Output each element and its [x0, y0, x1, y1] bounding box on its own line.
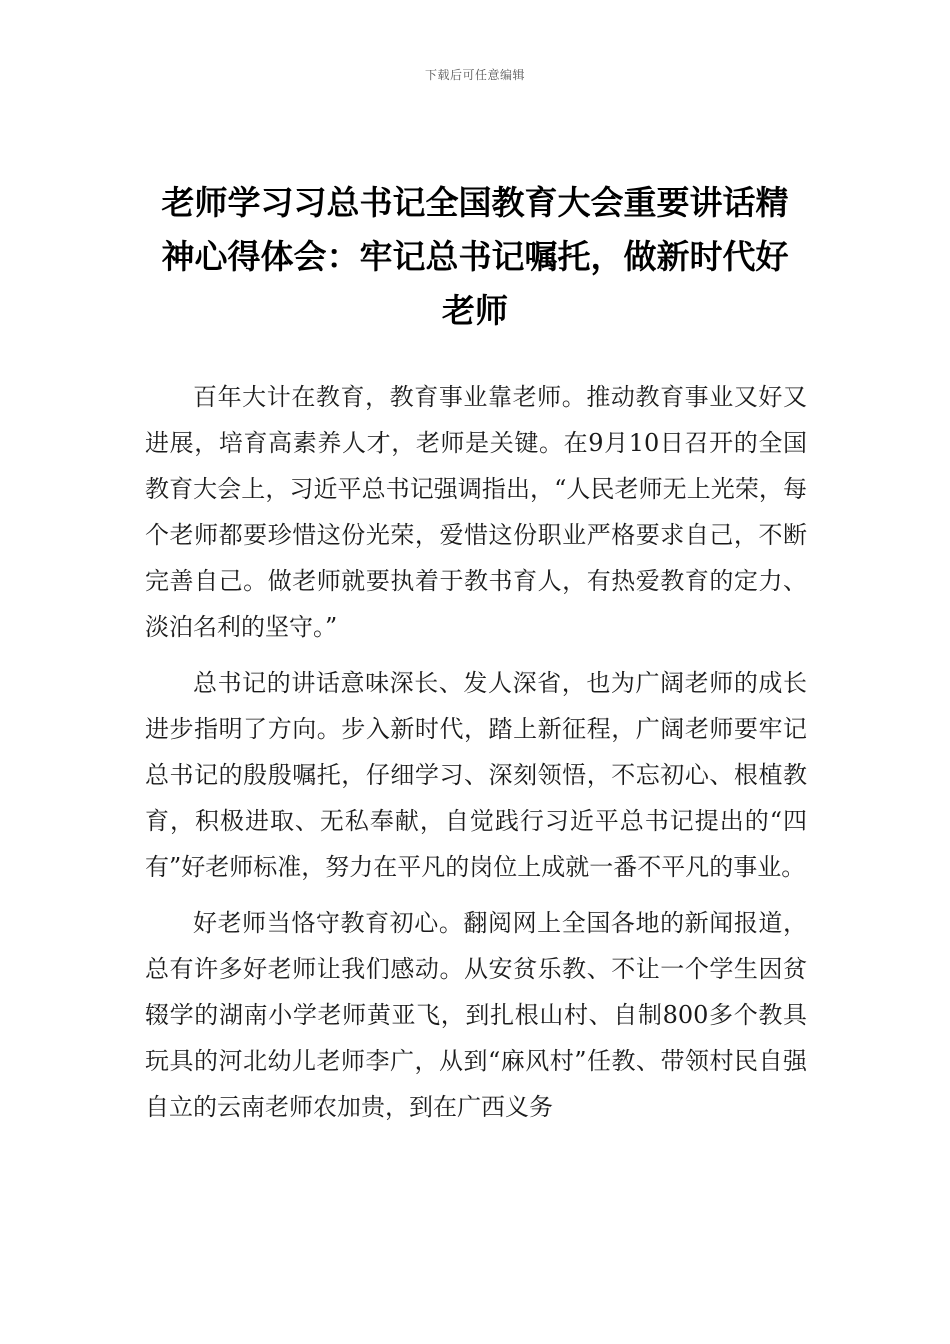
paragraph: 好老师当恪守教育初心。翻阅网上全国各地的新闻报道，总有许多好老师让我们感动。从安贫乐教、不让一个学生因贫辍学的湖南小学老师黄亚飞，到扎根山村、自制800多个教具玩具的河北幼儿老师李广，从到“麻风村”任教、带领村民自强自立的云南老师农加贵，到在广西义务 [145, 909, 807, 1121]
paragraph: 总书记的讲话意味深长、发人深省，也为广阔老师的成长进步指明了方向。步入新时代，踏上新征程，广阔老师要牢记总书记的殷殷嘱托，仔细学习、深刻领悟，不忘初心、根植教育，积极进取、无私奉献，自觉践行习近平总书记提出的“四有”好老师标准，努力在平凡的岗位上成就一番不平凡的事业。 [145, 669, 807, 881]
document-title: 老师学习习总书记全国教育大会重要讲话精神心得体会：牢记总书记嘱托，做新时代好老师 [161, 183, 789, 330]
paragraph: 百年大计在教育，教育事业靠老师。推动教育事业又好又进展，培育高素养人才，老师是关键。在9月10日召开的全国教育大会上，习近平总书记强调指出，“人民老师无上光荣，每个老师都要珍惜这份光荣，爱惜这份职业严格要求自己，不断完善自己。做老师就要执着于教书育人，有热爱教育的定力、淡泊名利的坚守。” [145, 383, 807, 641]
document-body [145, 374, 807, 1130]
header-note: 下载后可任意编辑 [424, 68, 525, 82]
